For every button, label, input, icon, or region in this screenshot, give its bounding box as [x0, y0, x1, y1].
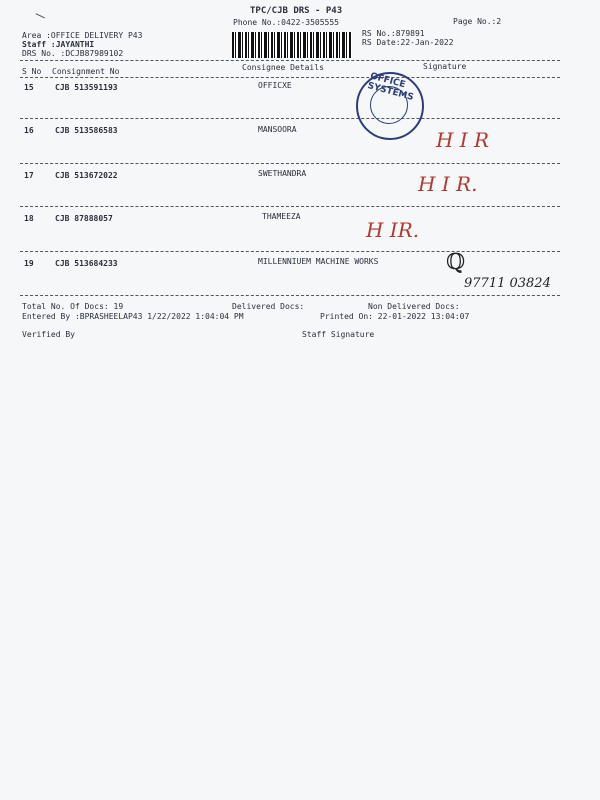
- row-consignee: OFFICXE: [258, 81, 292, 90]
- divider: [20, 60, 560, 61]
- row-consignee: MANSOORA: [258, 125, 297, 134]
- rs-number: RS No.:879891: [362, 29, 425, 38]
- delivered-docs: Delivered Docs:: [232, 302, 305, 311]
- rs-date: RS Date:22-Jan-2022: [362, 38, 454, 47]
- row-consignment: CJB 513684233: [55, 259, 118, 268]
- signature-scribble: ℚ: [446, 250, 466, 275]
- row-consignment: CJB 513672022: [55, 171, 118, 180]
- divider: [20, 118, 560, 119]
- row-consignment: CJB 87888057: [55, 214, 113, 223]
- office-systems-stamp: [356, 72, 424, 140]
- col-consignee-details: Consignee Details: [242, 63, 324, 72]
- handwritten-phone-number: 97711 03824: [464, 276, 551, 291]
- row-s-no: 16: [24, 126, 34, 135]
- stamp-text: OFFICE SYSTEMS: [366, 71, 415, 103]
- phone-number: Phone No.:0422-3505555: [233, 18, 339, 27]
- divider: [20, 77, 560, 78]
- row-s-no: 15: [24, 83, 34, 92]
- row-consignment: CJB 513586583: [55, 126, 118, 135]
- barcode: [232, 32, 352, 58]
- col-signature: Signature: [423, 62, 467, 71]
- row-s-no: 17: [24, 171, 34, 180]
- handwritten-signature: H I R.: [418, 172, 478, 196]
- printed-on: Printed On: 22-01-2022 13:04:07: [320, 312, 470, 321]
- col-consignment-no: Consignment No: [52, 67, 120, 76]
- row-s-no: 19: [24, 259, 34, 268]
- row-consignee: MILLENNIUEM MACHINE WORKS: [258, 257, 379, 266]
- area-label: Area :OFFICE DELIVERY P43: [22, 31, 143, 40]
- entered-by: Entered By :BPRASHEELAP43 1/22/2022 1:04:04 PM: [22, 312, 244, 321]
- handwritten-signature: H I R: [436, 128, 490, 152]
- non-delivered-docs: Non Delivered Docs:: [368, 302, 460, 311]
- row-consignment: CJB 513591193: [55, 83, 118, 92]
- row-s-no: 18: [24, 214, 34, 223]
- col-s-no: S No: [22, 67, 42, 76]
- divider: [20, 251, 560, 252]
- total-docs: Total No. Of Docs: 19: [22, 302, 124, 311]
- staff-label: Staff :JAYANTHI: [22, 40, 95, 49]
- page-number: Page No.:2: [453, 17, 502, 26]
- divider: [20, 163, 560, 164]
- verified-by: Verified By: [22, 330, 75, 339]
- staff-signature: Staff Signature: [302, 330, 375, 339]
- divider: [20, 295, 560, 296]
- row-consignee: THAMEEZA: [262, 212, 301, 221]
- drs-number: DRS No. :DCJB87989102: [22, 49, 124, 58]
- handwritten-signature: H IR.: [366, 218, 420, 242]
- row-consignee: SWETHANDRA: [258, 169, 307, 178]
- divider: [20, 206, 560, 207]
- pen-tick-mark: [33, 13, 45, 24]
- document-title: TPC/CJB DRS - P43: [250, 6, 343, 16]
